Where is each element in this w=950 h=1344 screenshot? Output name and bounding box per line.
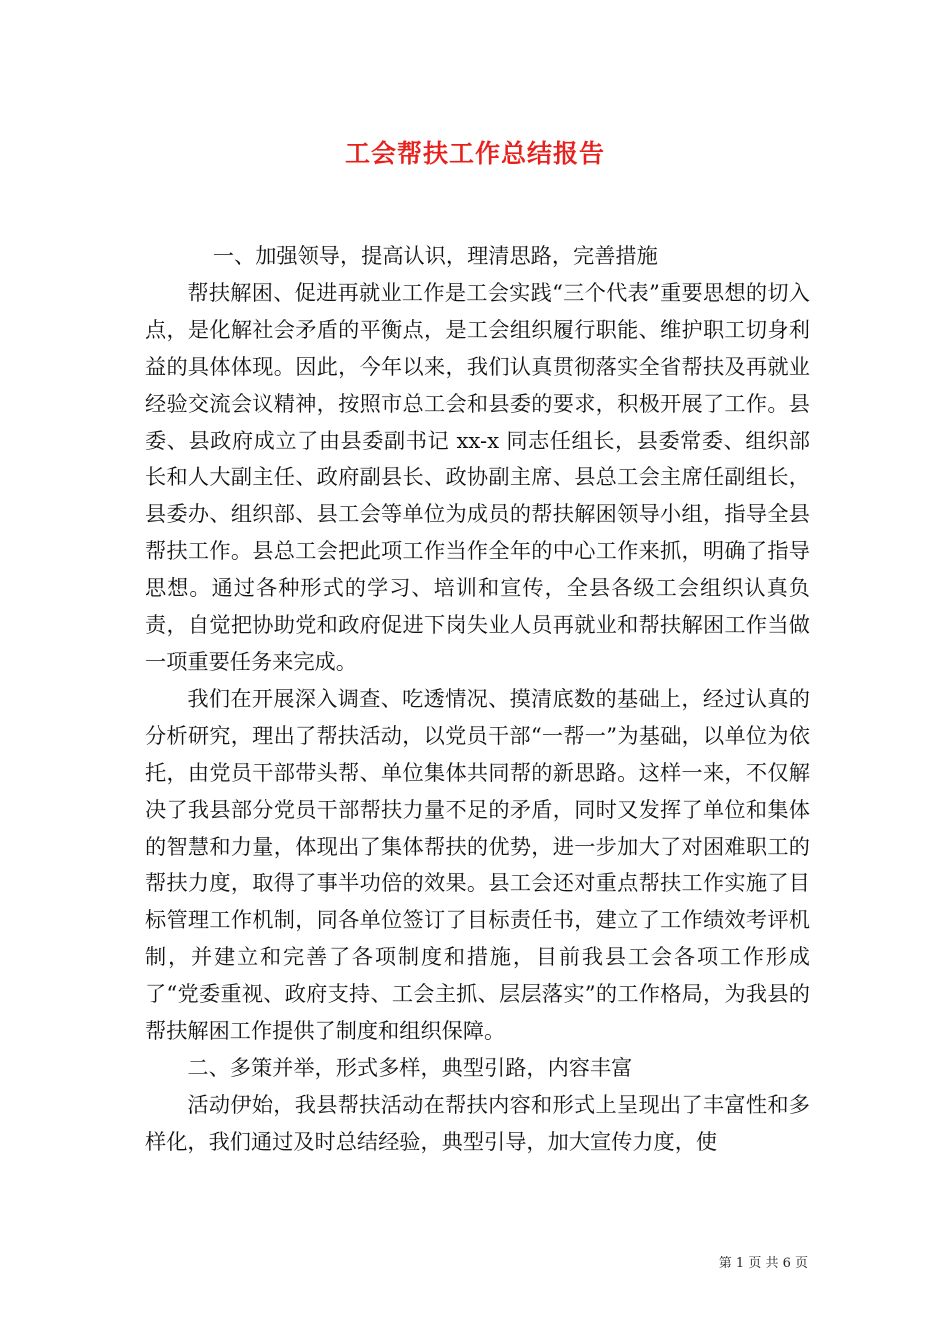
document-title: 工会帮扶工作总结报告 bbox=[344, 139, 605, 168]
section-heading-2: 二、多策并举，形式多样，典型引路，内容丰富 bbox=[187, 1054, 633, 1080]
paragraph: 我们在开展深入调查、吃透情况、摸清底数的基础上，经过认真的分析研究，理出了帮扶活动，以党员干部“一帮一”为基础，以单位为依托，由党员干部带头帮、单位集体共同帮的新思路。这样一来，不仅解决了我县部分党员干部帮扶力量不足的矛盾，同时又发挥了单位和集体的智慧和力量，体现出了集体帮扶的优势，进一步加大了对困难职工的帮扶力度，取得了事半功倍的效果。县工会还对重点帮扶工作实施了目标管理工作机制，同各单位签订了目标责任书，建立了工作绩效考评机制，并建立和完善了各项制度和措施，目前我县工会各项工作形成了“党委重视、政府支持、工会主抓、层层落实”的工作格局，为我县的帮扶解困工作提供了制度和组织保障。 bbox=[145, 685, 810, 1044]
document-body bbox=[145, 238, 810, 1161]
paragraph: 活动伊始，我县帮扶活动在帮扶内容和形式上呈现出了丰富性和多样化，我们通过及时总结经验，典型引导，加大宣传力度，使 bbox=[145, 1091, 810, 1154]
section-heading-1: 一、加强领导，提高认识，理清思路，完善措施 bbox=[212, 243, 658, 268]
page-number-footer: 第 1 页 共 6 页 bbox=[718, 1256, 808, 1271]
paragraph: 帮扶解困、促进再就业工作是工会实践“三个代表”重要思想的切入点，是化解社会矛盾的平衡点，是工会组织履行职能、维护职工切身利益的具体体现。因此，今年以来，我们认真贯彻落实全省帮扶及再就业经验交流会议精神，按照市总工会和县委的要求，积极开展了工作。县委、县政府成立了由县委副书记 xx-x 同志任组长，县委常委、组织部长和人大副主任、政府副县长、政协副主席、县总工会主席任副组长，县委办、组织部、县工会等单位为成员的帮扶解困领导小组，指导全县帮扶工作。县总工会把此项工作当作全年的中心工作来抓，明确了指导思想。通过各种形式的学习、培训和宣传，全县各级工会组织认真负责，自觉把协助党和政府促进下岗失业人员再就业和帮扶解困工作当做一项重要任务来完成。 bbox=[145, 279, 810, 674]
